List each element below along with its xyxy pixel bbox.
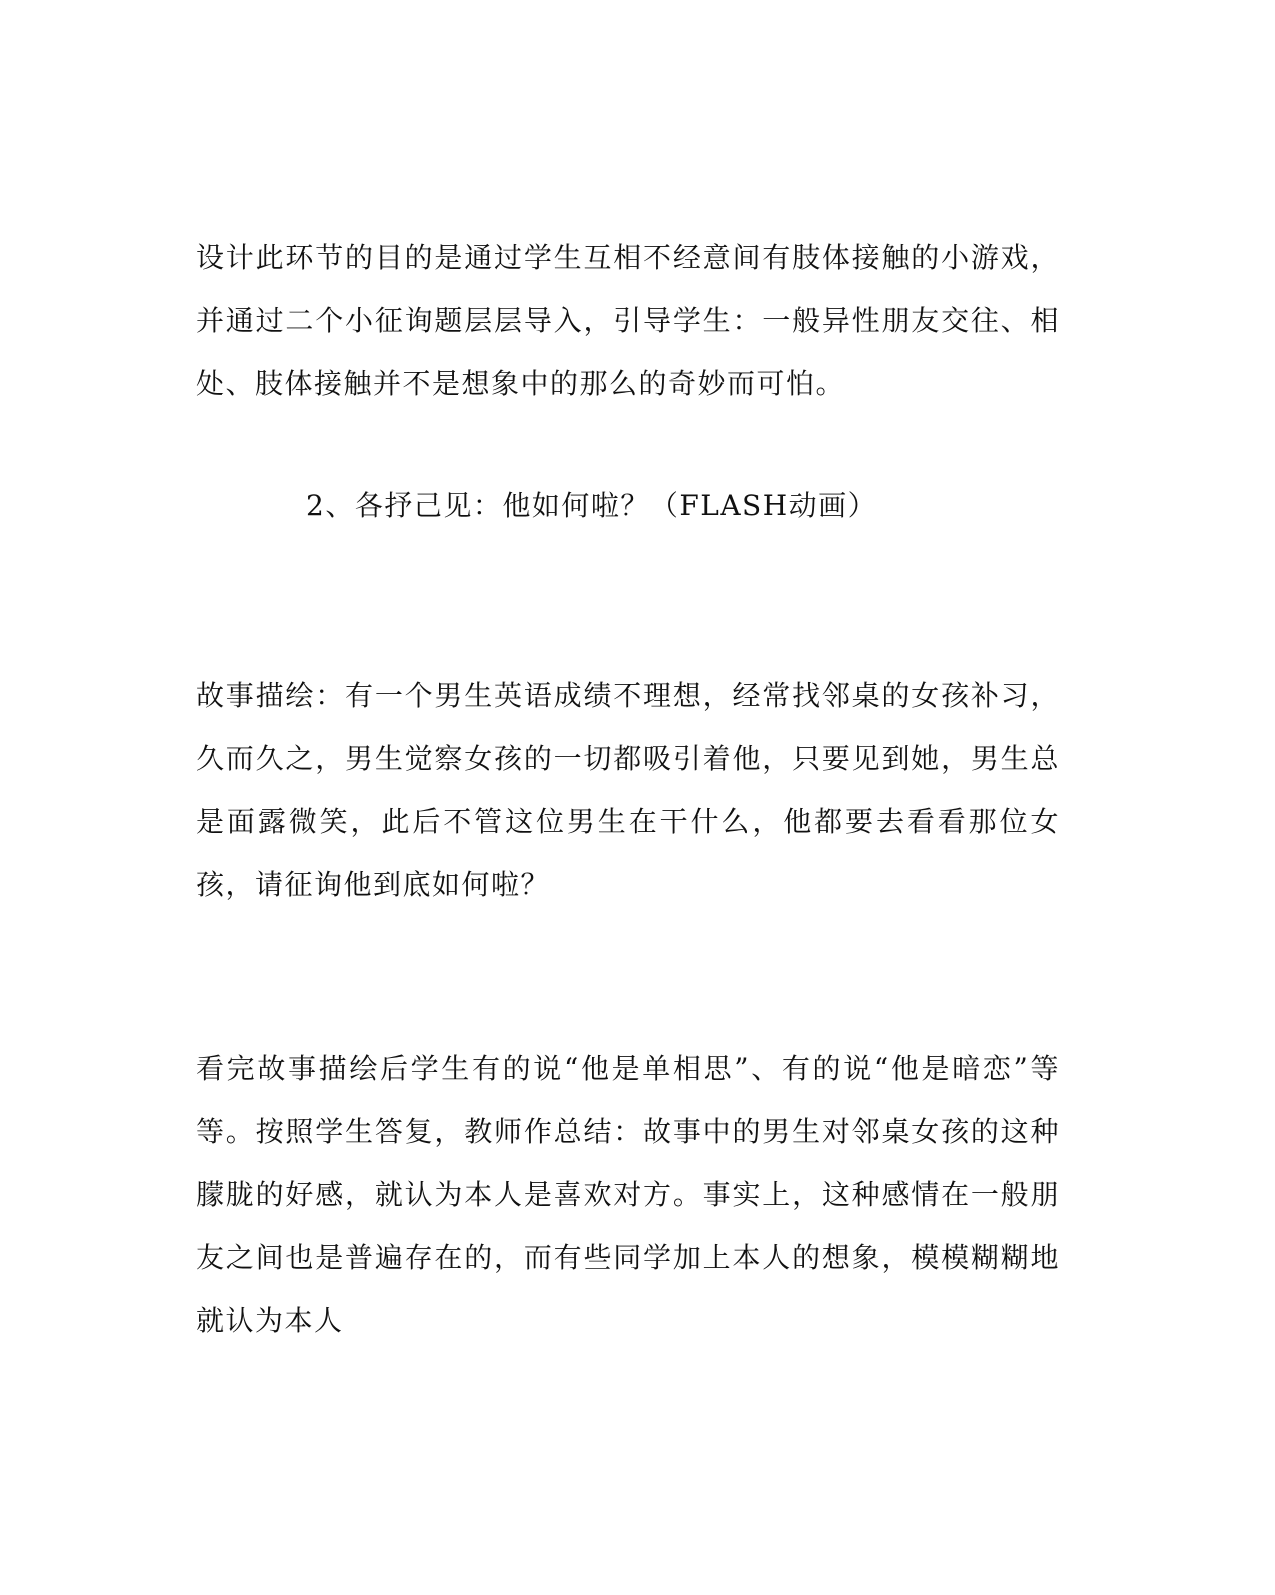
paragraph-story-description: 故事描绘：有一个男生英语成绩不理想，经常找邻桌的女孩补习，久而久之，男生觉察女孩的一切都吸引着他，只要见到她，男生总是面露微笑，此后不管这位男生在干什么，他都要去看看那位女孩，请征询他到底如何啦？ — [196, 679, 1060, 901]
paragraph-teacher-summary: 看完故事描绘后学生有的说“他是单相思”、有的说“他是暗恋”等等。按照学生答复，教师作总结：故事中的男生对邻桌女孩的这种朦胧的好感，就认为本人是喜欢对方。事实上，这种感情在一般朋友之间也是普遍存在的，而有些同学加上本人的想象，模模糊糊地就认为本人 — [196, 1052, 1060, 1337]
paragraph-game-purpose: 设计此环节的目的是通过学生互相不经意间有肢体接触的小游戏，并通过二个小征询题层层导入，引导学生：一般异性朋友交往、相处、肢体接触并不是想象中的那么的奇妙而可怕。 — [196, 241, 1060, 400]
section-heading-opinions: 2、各抒己见：他如何啦？（FLASH动画） — [306, 489, 878, 522]
